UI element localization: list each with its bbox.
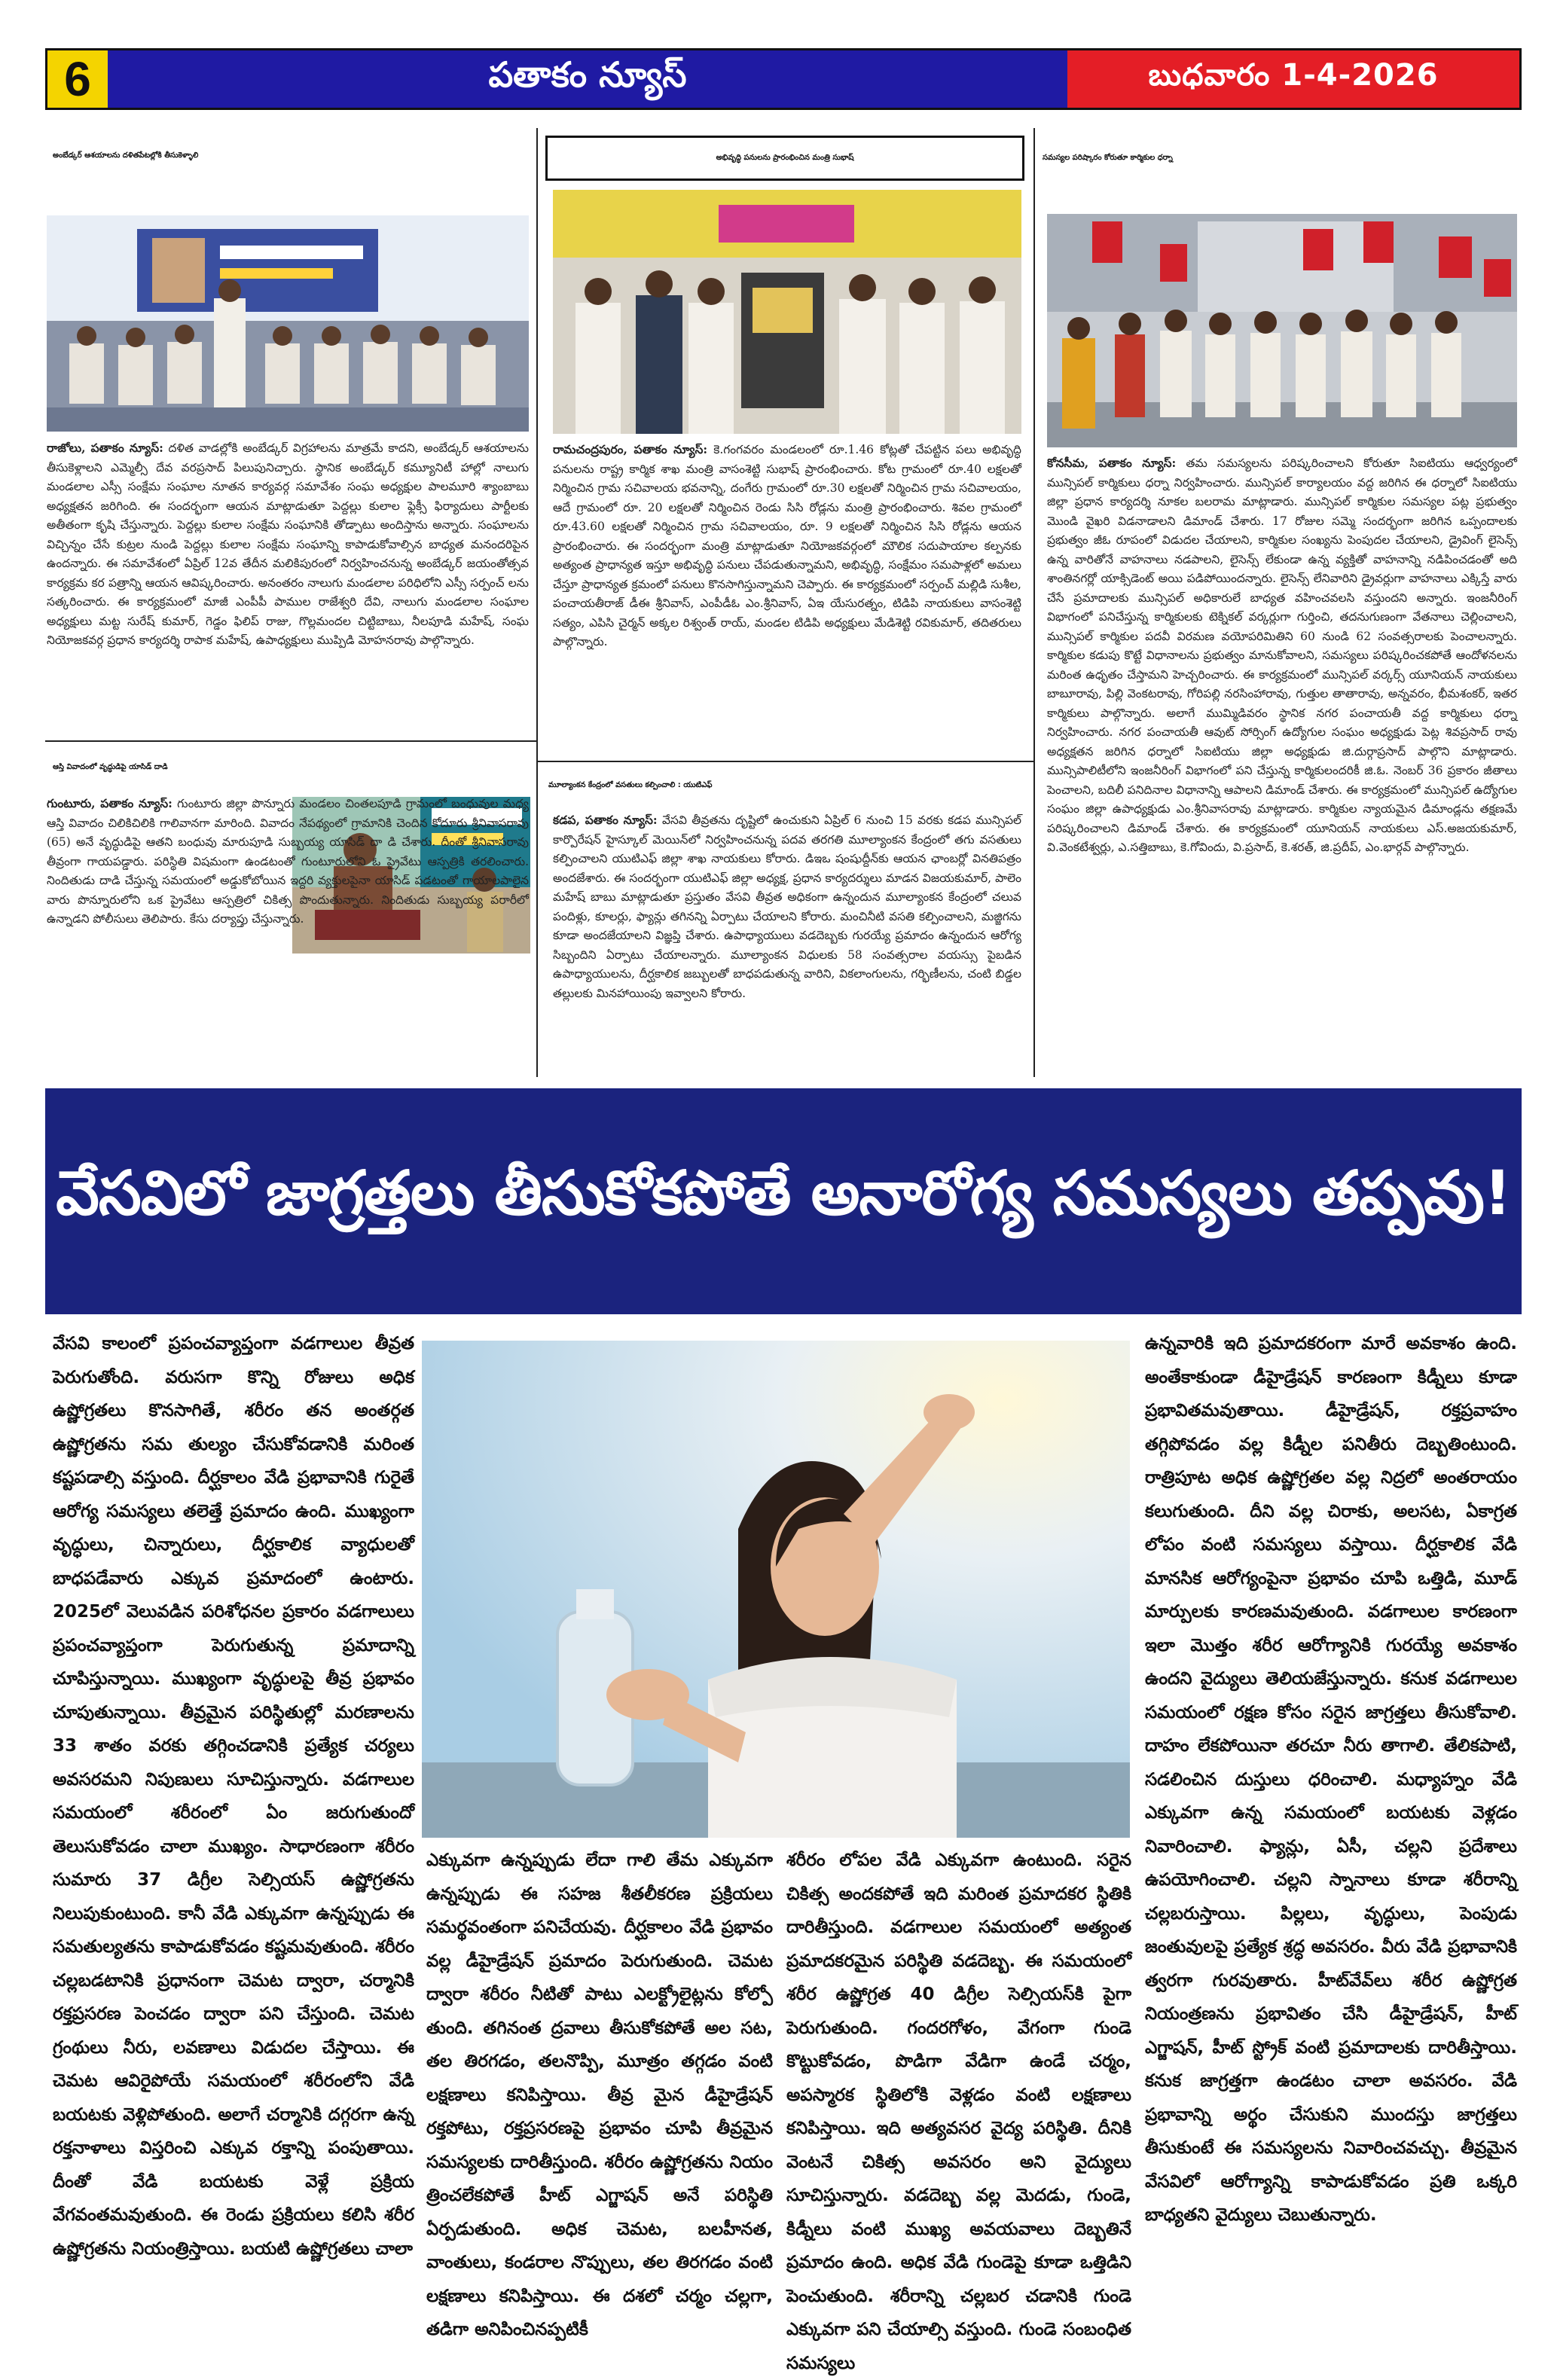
- acid-headline: ఆస్తి వివాదంలో వృద్ధుడిపై యాసిడ్ దాడి: [53, 763, 168, 771]
- workers-headline: సమస్యల పరిష్కారం కోరుతూ కార్మికుల ధర్నా: [1043, 154, 1173, 162]
- column-divider: [1033, 128, 1035, 1077]
- subhash-dateline: రామచంద్రపురం, పతాకం న్యూస్:: [553, 442, 708, 456]
- section-divider: [45, 740, 536, 742]
- subhash-body: [553, 440, 1021, 755]
- masthead: [45, 48, 1522, 110]
- ambedkar-dateline: రాజోలు, పతాకం న్యూస్:: [47, 441, 163, 455]
- feature-column-middle-2: శరీరం లోపల వేడి ఎక్కువగా ఉంటుంది. సరైన చికిత్స అందకపోతే ఇది మరింత ప్రమాదకర స్థితికి దారితీస్తుంది. వడగాలుల సమయంలో అత్యంత ప్రమాదకరమైన పరిస్థితి వడదెబ్బ. ఈ సమయంలో శరీర ఉష్ణోగ్రత 40 డిగ్రీల సెల్సియస్‌కి పైగా పెరుగుతుంది. గందరగోళం, వేగంగా గుండె కొట్టుకోవడం, పొడిగా వేడిగా ఉండే చర్మం, అపస్మారక స్థితిలోకి వెళ్లడం వంటి లక్షణాలు కనిపిస్తాయి. ఇది అత్యవసర వైద్య పరిస్థితి. దీనికి వెంటనే చికిత్స అవసరం అని వైద్యులు సూచిస్తున్నారు. వడదెబ్బ వల్ల మెదడు, గుండె, కిడ్నీలు వంటి ముఖ్య అవయవాలు దెబ్బతినే ప్రమాదం ఉంది. అధిక వేడి గుండెపై కూడా ఒత్తిడిని పెంచుతుంది. శరీరాన్ని చల్లబర చడానికి గుండె ఎక్కువగా పని చేయాల్సి వస్తుంది. గుండె సంబంధిత సమస్యలు: [786, 1851, 1131, 2373]
- utf-body: [553, 810, 1021, 1074]
- utf-dateline: కడప, పతాకం న్యూస్:: [553, 813, 658, 827]
- workers-text: తమ సమస్యలను పరిష్కరించాలని కోరుతూ సిఐటియు ఆధ్వర్యంలో మున్సిపల్ కార్మికులు ధర్నా నిర్వహించారు. మున్సిపల్ కార్యాలయం వద్ద జరిగిన ఈ ధర్నాలో సిఐటియు జిల్లా ప్రధాన కార్యదర్శి నూకల బలరామ మాట్లాడారు. మున్సిపల్ కార్మికుల సమస్యల పట్ల ప్రభుత్వం మొండి వైఖరి విడనాడాలని డిమాండ్ చేశారు. 17 రోజుల సమ్మె సందర్భంగా జరిగిన ఒప్పందాలకు ప్రభుత్వం జీఓ రూపంలో విడుదల చేయాలని, కార్మికుల సంఖ్యను పెంపుదల చేయాలని, డ్రైవింగ్ లైసెన్స్ ఉన్న వారితోనే వాహనాలు నడపాలని, లైసెన్స్ లేకుండా ఉన్న వ్యక్తితో వాహనాన్ని నడిపించడంతో అది శాంతినగర్లో యాక్సిడెంట్ అయి పడిపోయిందన్నారు. లైసెన్స్ లేనివారిని డ్రైవర్లుగా వాహనాలు ఎక్కిస్తే వారు చేసే ప్రమాదాలకు మున్సిపల్ అధికారులే బాధ్యత వహించవలసి వస్తుందని అన్నారు. ఇంజనీరింగ్ విభాగంలో పనిచేస్తున్న కార్మికులకు టెక్నికల్ వర్కర్లుగా గుర్తించి, తదనుగుణంగా వేతనాలు చెల్లించాలని, మున్సిపల్ కార్మికుల పదవీ విరమణ వయోపరిమితిని 60 నుండి 62 సంవత్సరాలకు పెంచాలన్నారు. కార్మికుల కడుపు కొట్టే విధానాలను ప్రభుత్వం మానుకోవాలని, సమస్యలు పరిష్కరించకపోతే ఆందోళనలను మరింత ఉధృతం చేస్తామని హెచ్చరించారు. ఈ కార్యక్రమంలో మున్సిపల్ వర్కర్స్ యూనియన్ నాయకులు బాబూరావు, పిల్లి వెంకటరావు, గోరిపల్లి నరసింహారావు, గుత్తుల తాతారావు, అన్నవరం, భీమశంకర్, ఇతర కార్మికులు పాల్గొన్నారు. అలాగే ముమ్మిడివరం స్థానిక నగర పంచాయతీ వద్ద కార్మికులు ధర్నా నిర్వహించారు. నగర పంచాయతీ ఆవుట్ సోర్సింగ్ ఉద్యోగుల సంఘం అధ్యక్షుడు పెట్ల శివప్రసాద్ రావు అధ్యక్షతన జరిగిన ధర్నాలో సిఐటియు జిల్లా అధ్యక్షుడు జి.దుర్గాప్రసాద్ పాల్గొని మాట్లాడారు. మున్సిపాలిటీలోని ఇంజనీరింగ్ విభాగంలో పని చేస్తున్న కార్మికులందరికీ జి.ఓ. నెంబర్ 36 ప్రకారం జీతాలు పెంచాలని, బదిలీ పనిదినాల విధానాన్ని ఆపాలని డిమాండ్ చేశారు. ఈ కార్యక్రమంలో మున్సిపల్ ఉద్యోగుల సంఘం జిల్లా ఉపాధ్యక్షుడు ఎం.శ్రీనివాసరావు మాట్లాడారు. కార్మికుల న్యాయమైన డిమాండ్లను తక్షణమే పరిష్కరించాలని డిమాండ్ చేశారు. ఈ కార్యక్రమంలో యూనియన్ నాయకులు ఎస్.అజయకుమార్, వి.వెంకటేశ్వర్లు, ఎ.సత్తిబాబు, కె.గోవిందు, వి.ప్రసాద్, కె.శరత్, జి.ప్రదీప్, ఎం.భార్గవ్ పాల్గొన్నారు.: [1047, 456, 1517, 854]
- feature-headline: వేసవిలో జాగ్రత్తలు తీసుకోకపోతే అనారోగ్య సమస్యలు తప్పవు!: [56, 1158, 1511, 1229]
- column-divider: [536, 128, 538, 1077]
- section-divider: [536, 761, 1033, 762]
- acid-text: గుంటూరు జిల్లా పొన్నూరు మండలం చింతలపూడి గ్రామంలో బంధువుల మధ్య ఆస్తి వివాదం చిలికిచిలికి గాలివానగా మారింది. వివాదం నేపథ్యంలో గ్రామానికి చెందిన కోదూరు శ్రీనివాసరావు (65) అనే వృద్ధుడిపై ఆతని బంధువు మారుపూడి సుబ్బయ్య యాసిడ్ దా డి చేశారు. దీంతో శ్రీనివాసరావు తీవ్రంగా గాయపడ్డారు. పరిస్థితి విషమంగా ఉండటంతో గుంటూరులోని ఓ ప్రైవేటు ఆస్పత్రికి తరలించారు. నిందితుడు దాడి చేస్తున్న సమయంలో అడ్డుకోబోయిన ఇద్దరి వ్యక్తులపైనా యాసిడ్ పడటంతో గాయాలపాలైన వారు పొన్నూరులోని ఒక ప్రైవేటు ఆస్పత్రిలో చికిత్స పొందుతున్నారు. నిందితుడు సుబ్బయ్య పరారీలో ఉన్నాడని పోలీసులు తెలిపారు. కేసు దర్యాప్తు చేస్తున్నారు.: [47, 797, 530, 926]
- feature-banner: [45, 1088, 1522, 1314]
- ambedkar-headline: అంబేడ్కర్ ఆశయాలను దళితపేటల్లోకి తీసుకెళ్ళాలి: [53, 151, 199, 160]
- utf-text: వేసవి తీవ్రతను దృష్టిలో ఉంచుకుని ఏప్రిల్ 6 నుంచి 15 వరకు కడప మున్సిపల్ కార్పొరేషన్ హైస్కూల్ మెయిన్‌లో నిర్వహించనున్న పదవ తరగతి మూల్యాంకన కేంద్రంలో తగు వసతులు కల్పించాలని యుటిఎఫ్ జిల్లా శాఖ నాయకులు కోరారు. డిఇఒ షంషుద్దీన్‌కు ఆయన ఛాంబర్లో వినతిపత్రం అందజేశారు. ఈ సందర్భంగా యుటిఎఫ్ జిల్లా అధ్యక్ష, ప్రధాన కార్యదర్శులు మాడన విజయకుమార్, పాలెం మహేష్ బాబు మాట్లాడుతూ ప్రస్తుతం వేసవి తీవ్రత అధికంగా ఉన్నందున మూల్యాంకన కేంద్రంలో చలువ పందిళ్లు, కూలర్లు, ఫ్యాన్లు తగినన్ని ఏర్పాటు చేయాలని కోరారు. మంచినీటి వసతి కల్పించాలని, మజ్జిగను కూడా అందజేయాలని విజ్ఞప్తి చేశారు. ఉపాధ్యాయులు వడదెబ్బకు గురయ్యే ప్రమాదం ఉన్నందున ఆరోగ్య సిబ్బందిని ఏర్పాటు చేయాలన్నారు. మూల్యాంకన విధులకు 58 సంవత్సరాల వయస్సు పైబడిన ఉపాధ్యాయులను, దీర్ఘకాలిక జబ్బులతో బాధపడుతున్న వారిని, వికలాంగులను, గర్భిణీలను, చంటి బిడ్డల తల్లులకు మినహాయింపు ఇవ్వాలని కోరారు.: [553, 813, 1022, 1000]
- feature-column-middle-1: ఎక్కువగా ఉన్నప్పుడు లేదా గాలి తేమ ఎక్కువగా ఉన్నప్పుడు ఈ సహజ శీతలీకరణ ప్రక్రియలు సమర్థవంతంగా పనిచేయవు. దీర్ఘకాలం వేడి ప్రభావం వల్ల డీహైడ్రేషన్ ప్రమాదం పెరుగుతుంది. చెమట ద్వారా శరీరం నీటితో పాటు ఎలక్ట్రోలైట్లను కోల్పో తుంది. తగినంత ద్రవాలు తీసుకోకపోతే అల సట, తల తిరగడం, తలనొప్పి, మూత్రం తగ్గడం వంటి లక్షణాలు కనిపిస్తాయి. తీవ్ర మైన డీహైడ్రేషన్ రక్తపోటు, రక్తప్రసరణపై ప్రభావం చూపి తీవ్రమైన సమస్యలకు దారితీస్తుంది. శరీరం ఉష్ణోగ్రతను నియం త్రించలేకపోతే హీట్ ఎగ్జాషన్ అనే పరిస్థితి ఏర్పడుతుంది. అధిక చెమట, బలహీనత, వాంతులు, కండరాల నొప్పులు, తల తిరగడం వంటి లక్షణాలు కనిపిస్తాయి. ఈ దశలో చర్మం చల్లగా, తడిగా అనిపించినప్పటికీ: [426, 1851, 773, 2339]
- feature-column-left: వేసవి కాలంలో ప్రపంచవ్యాప్తంగా వడగాలుల తీవ్రత పెరుగుతోంది. వరుసగా కొన్ని రోజులు అధిక ఉష్ణోగ్రతలు కొనసాగితే, శరీరం తన అంతర్గత ఉష్ణోగ్రతను సమ తుల్యం చేసుకోవడానికి మరింత కష్టపడాల్సి వస్తుంది. దీర్ఘకాలం వేడి ప్రభావానికి గురైతే ఆరోగ్య సమస్యలు తలెత్తే ప్రమాదం ఉంది. ముఖ్యంగా వృద్ధులు, చిన్నారులు, దీర్ఘకాలిక వ్యాధులతో బాధపడేవారు ఎక్కువ ప్రమాదంలో ఉంటారు. 2025లో వెలువడిన పరిశోధనల ప్రకారం వడగాలులు ప్రపంచవ్యాప్తంగా పెరుగుతున్న ప్రమాదాన్ని చూపిస్తున్నాయి. ముఖ్యంగా వృద్ధులపై తీవ్ర ప్రభావం చూపుతున్నాయి. తీవ్రమైన పరిస్థితుల్లో మరణాలను 33 శాతం వరకు తగ్గించడానికి ప్రత్యేక చర్యలు అవసరమని నిపుణులు సూచిస్తున్నారు. వడగాలుల సమయంలో శరీరంలో ఏం జరుగుతుందో తెలుసుకోవడం చాలా ముఖ్యం. సాధారణంగా శరీరం సుమారు 37 డిగ్రీల సెల్సియస్ ఉష్ణోగ్రతను నిలుపుకుంటుంది. కానీ వేడి ఎక్కువగా ఉన్నప్పుడు ఈ సమతుల్యతను కాపాడుకోవడం కష్టమవుతుంది. శరీరం చల్లబడటానికి ప్రధానంగా చెమట ద్వారా, చర్మానికి రక్తప్రసరణ పెంచడం ద్వారా పని చేస్తుంది. చెమట గ్రంథులు నీరు, లవణాలు విడుదల చేస్తాయి. ఈ చెమట ఆవిరైపోయే సమయంలో శరీరంలోని వేడి బయటకు వెళ్లిపోతుంది. అలాగే చర్మానికి దగ్గరగా ఉన్న రక్తనాళాలు విస్తరించి ఎక్కువ రక్తాన్ని పంపుతాయి. దీంతో వేడి బయటకు వెళ్లే ప్రక్రియ వేగవంతమవుతుంది. ఈ రెండు ప్రక్రియలు కలిసి శరీర ఉష్ణోగ్రతను నియంత్రిస్తాయి. బయటి ఉష్ణోగ్రతలు చాలా: [53, 1334, 414, 2259]
- utf-headline: మూల్యాంకన కేంద్రంలో వసతులు కల్పించాలి : యుటిఎఫ్: [548, 781, 713, 789]
- page-number: 6: [47, 50, 108, 108]
- ambedkar-text: దళిత వాడల్లోకి అంబేడ్కర్ విగ్రహాలను మాత్రమే కాదని, అంబేడ్కర్ ఆశయాలను తీసుకెళ్లాలని ఎమ్మెల్సీ దేవ వరప్రసాద్ పిలుపునిచ్చారు. స్థానిక అంబేడ్కర్ కమ్యూనిటీ హాల్లో నాలుగు మండలాల ఎస్సీ సంక్షేమ సంఘాల నూతన కార్యవర్గ సమావేశం సంఘ అధ్యక్షుల పాలమూరి శ్యాంబాబు అధ్యక్షతన జరిగింది. ఈ సందర్భంగా ఆయన మాట్లాడుతూ పెద్దల్లు కులాల ఫ్లెక్సీ ఫిర్యాదులు పార్టీలకు అతీతంగా కృషి చేస్తున్నారు. పెద్దల్లు కులాల సంక్షేమ సంఘానికి తోడ్పాటు అందిస్తాను అన్నారు. సంఘాలను విచ్చిన్నం చేసే కుట్రల నుండి పెద్దల్లు కులాల సంక్షేమ సంఘాన్ని కాపాడుకోవాల్సిన బాధ్యత మనందరిపైన ఉందన్నారు. ఈ సమావేశంలో ఏప్రిల్ 12వ తేదీన మలికిపురంలో నిర్వహించనున్న అంబేడ్కర్ జయంతోత్సవ కార్యక్రమ కర పత్రాన్ని ఆయన ఆవిష్కరించారు. అనంతరం నాలుగు మండలాల పరిధిలోని ఎస్సీ సర్పంచ్ లను సత్కరించారు. ఈ కార్యక్రమంలో మాజీ ఎంపీపీ పాముల రాజేశ్వరి దేవి, నాలుగు మండలాల సంఘాల అధ్యక్షులు మట్ట సురేష్ కుమార్, గెడ్డం ఫిలిప్ రాజు, గొల్లమందల చిట్టిబాబు, నీలపూడి మహేష్, సంఘ నియోజకవర్గ ప్రధాన కార్యదర్శి రాపాక మహేష్, ఉపాధ్యక్షులు ముప్పిడి మోహనరావు పాల్గొన్నారు.: [47, 441, 529, 647]
- ambedkar-body: [47, 438, 529, 736]
- workers-protest-photo: [1047, 214, 1517, 447]
- workers-body: [1047, 453, 1517, 1075]
- issue-date: బుధవారం 1-4-2026: [1067, 50, 1519, 108]
- ambedkar-meeting-photo: [47, 215, 529, 432]
- subhash-text: కె.గంగవరం మండలంలో రూ.1.46 కోట్లతో చేపట్టిన పలు అభివృద్ధి పనులను రాష్ట్ర కార్మిక శాఖ మంత్రి వాసంశెట్టి సుభాష్ ప్రారంభించారు. కోట గ్రామంలో రూ.40 లక్షలతో నిర్మించిన గ్రామ సచివాలయ భవనాన్ని, దంగేరు గ్రామంలో రూ.30 లక్షలతో నిర్మించిన గ్రామ సచివాలయం, ఆదే గ్రామంలో రూ. 20 లక్షలతో నిర్మించిన రెండు సిసి రోడ్లను మంత్రి ప్రారంభించారు. శివల గ్రామంలో రూ.43.60 లక్షలతో నిర్మించిన గ్రామ సచివాలయం, రూ. 9 లక్షలతో నిర్మించిన సిసి రోడ్లను ఆయన ప్రారంభించారు. ఈ సందర్భంగా మంత్రి మాట్లాడుతూ నియోజకవర్గంలో మౌలిక సదుపాయాల కల్పనకు అత్యంత ప్రాధాన్యత ఇస్తూ అభివృద్ధి పనులు చేపడుతున్నామని, అభివృద్ధి, సంక్షేమం సమపాళ్లలో అమలు చేస్తూ ప్రాధాన్యత క్రమంలో పనులు కొనసాగిస్తున్నామని చెప్పారు. ఈ కార్యక్రమంలో సర్పంచ్ మల్లిడి సుశీల, పంచాయతీరాజ్ డీఈ శ్రీనివాస్, ఎంపీడీఓ ఎం.శ్రీనివాస్, ఏఇ యేసురత్నం, టిడిపి నాయకులు వాసంశెట్టి సత్యం, ఎపిసి చైర్మన్ అక్కల రిశ్వంత్ రాయ్, మండల టిడిపి అధ్యక్షులు మేడిశెట్టి రవికుమార్, తదితరులు పాల్గొన్నారు.: [553, 443, 1021, 648]
- subhash-inauguration-photo: [553, 190, 1021, 434]
- summer-heat-woman-photo: [422, 1341, 1130, 1838]
- acid-dateline: గుంటూరు, పతాకం న్యూస్:: [47, 796, 172, 810]
- subhash-headline: అభివృద్ధి పనులను ప్రారంభించిన మంత్రి సుభాష్: [545, 136, 1024, 181]
- feature-column-right: ఉన్నవారికి ఇది ప్రమాదకరంగా మారే అవకాశం ఉంది. అంతేకాకుండా డీహైడ్రేషన్ కారణంగా కిడ్నీలు కూడా ప్రభావితమవుతాయి. డీహైడ్రేషన్, రక్తప్రవాహం తగ్గిపోవడం వల్ల కిడ్నీల పనితీరు దెబ్బతింటుంది. రాత్రిపూట అధిక ఉష్ణోగ్రతల వల్ల నిద్రలో అంతరాయం కలుగుతుంది. దీని వల్ల చిరాకు, అలసట, ఏకాగ్రత లోపం వంటి సమస్యలు వస్తాయి. దీర్ఘకాలిక వేడి మానసిక ఆరోగ్యంపైనా ప్రభావం చూపి ఒత్తిడి, మూడ్ మార్పులకు కారణమవుతుంది. వడగాలుల కారణంగా ఇలా మొత్తం శరీర ఆరోగ్యానికి గురయ్యే అవకాశం ఉందని వైద్యులు తెలియజేస్తున్నారు. కనుక వడగాలుల సమయంలో రక్షణ కోసం సరైన జాగ్రత్తలు తీసుకోవాలి. దాహం లేకపోయినా తరచూ నీరు తాగాలి. తేలికపాటి, సడలించిన దుస్తులు ధరించాలి. మధ్యాహ్నం వేడి ఎక్కువగా ఉన్న సమయంలో బయటకు వెళ్లడం నివారించాలి. ఫ్యాన్లు, ఏసీ, చల్లని ప్రదేశాలు ఉపయోగించాలి. చల్లని స్నానాలు కూడా శరీరాన్ని చల్లబరుస్తాయి. పిల్లలు, వృద్ధులు, పెంపుడు జంతువులపై ప్రత్యేక శ్రద్ధ అవసరం. వీరు వేడి ప్రభావానికి త్వరగా గురవుతారు. హీట్‌వేవ్‌లు శరీర ఉష్ణోగ్రత నియంత్రణను ప్రభావితం చేసి డీహైడ్రేషన్, హీట్ ఎగ్జాషన్, హీట్ స్ట్రోక్ వంటి ప్రమాదాలకు దారితీస్తాయి. కనుక జాగ్రత్తగా ఉండటం చాలా అవసరం. వేడి ప్రభావాన్ని అర్థం చేసుకుని ముందస్తు జాగ్రత్తలు తీసుకుంటే ఈ సమస్యలను నివారించవచ్చు. తీవ్రమైన వేసవిలో ఆరోగ్యాన్ని కాపాడుకోవడం ప్రతి ఒక్కరి బాధ్యతని వైద్యులు చెబుతున్నారు.: [1145, 1334, 1517, 2225]
- paper-name: పతాకం న్యూస్: [108, 50, 1067, 108]
- acid-body: [47, 794, 529, 1073]
- workers-dateline: కోనసీమ, పతాకం న్యూస్:: [1047, 456, 1177, 470]
